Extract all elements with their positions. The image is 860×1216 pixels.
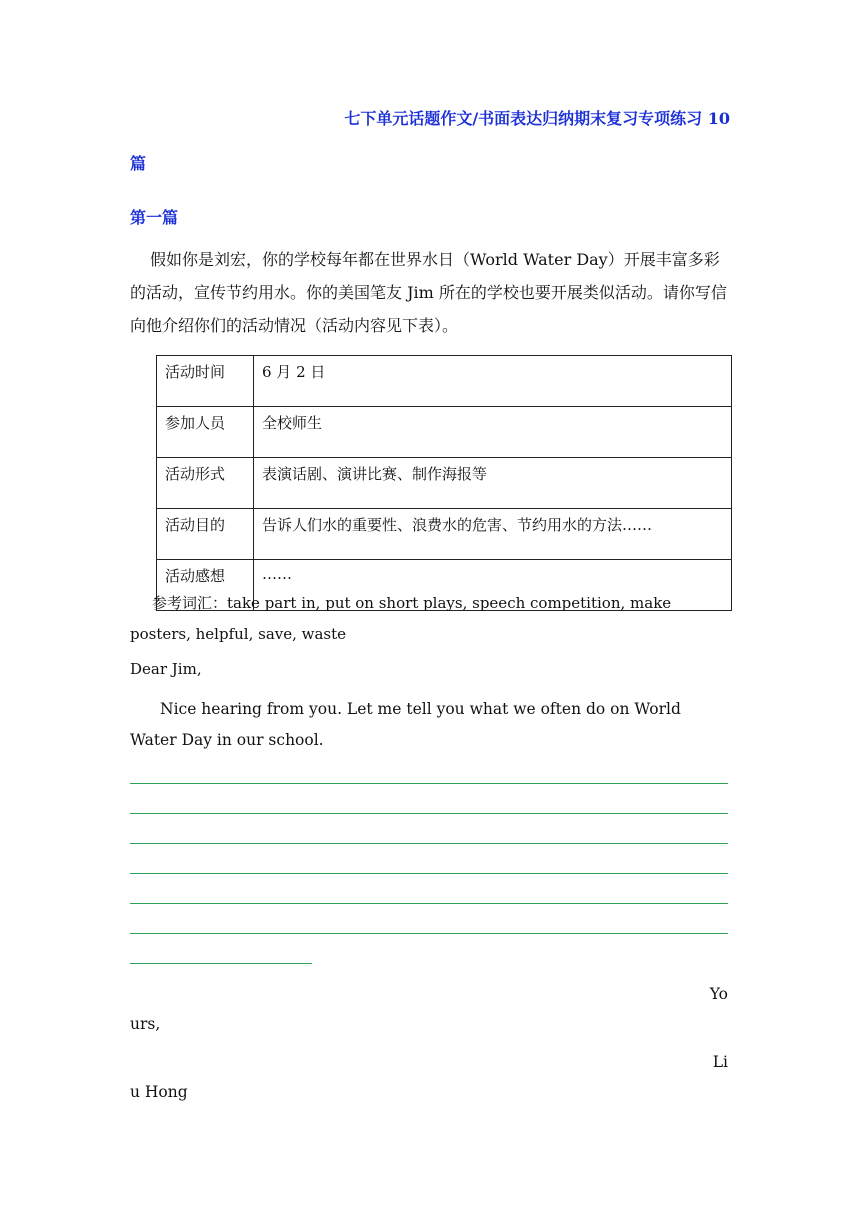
row-value: 全校师生 <box>254 407 732 458</box>
row-label: 活动形式 <box>157 458 254 509</box>
task-prompt: 假如你是刘宏，你的学校每年都在世界水日（World Water Day）开展丰富多彩的活动，宣传节约用水。你的美国笔友 Jim 所在的学校也要开展类似活动。请你写信向他介绍你们的活动情况（活动内容见下表）。 <box>130 250 727 335</box>
letter-opening: Nice hearing from you. Let me tell you what we often do on World Water Day in our school. <box>130 700 681 749</box>
table-row <box>157 407 732 458</box>
answer-line[interactable] <box>130 843 728 844</box>
activity-table <box>156 355 732 611</box>
row-label: 活动时间 <box>157 356 254 407</box>
answer-line[interactable] <box>130 903 728 904</box>
section-heading: 第一篇 <box>130 208 179 227</box>
letter-signature: Li <box>712 1053 728 1071</box>
answer-line[interactable] <box>130 813 728 814</box>
row-value: 表演话剧、演讲比赛、制作海报等 <box>254 458 732 509</box>
letter-closing-continued: urs, <box>130 1015 161 1033</box>
table-row <box>157 509 732 560</box>
answer-line[interactable] <box>130 783 728 784</box>
row-label: 活动目的 <box>157 509 254 560</box>
document-title-continued: 篇 <box>130 154 147 173</box>
row-label: 参加人员 <box>157 407 254 458</box>
table-row <box>157 458 732 509</box>
letter-closing: Yo <box>709 985 728 1003</box>
table-row <box>157 356 732 407</box>
row-value: 告诉人们水的重要性、浪费水的危害、节约用水的方法…… <box>254 509 732 560</box>
answer-line[interactable] <box>130 963 312 964</box>
row-value: 6 月 2 日 <box>254 356 732 407</box>
answer-line[interactable] <box>130 933 728 934</box>
row-value: …… <box>254 560 732 611</box>
reference-vocabulary: 参考词汇：take part in, put on short plays, speech competition, make posters, helpful, save, waste <box>130 594 672 643</box>
letter-signature-continued: u Hong <box>130 1083 188 1101</box>
document-title: 七下单元话题作文/书面表达归纳期末复习专项练习 10 <box>344 109 730 128</box>
row-label: 活动感想 <box>157 560 254 611</box>
answer-line[interactable] <box>130 873 728 874</box>
letter-greeting: Dear Jim, <box>130 660 202 678</box>
